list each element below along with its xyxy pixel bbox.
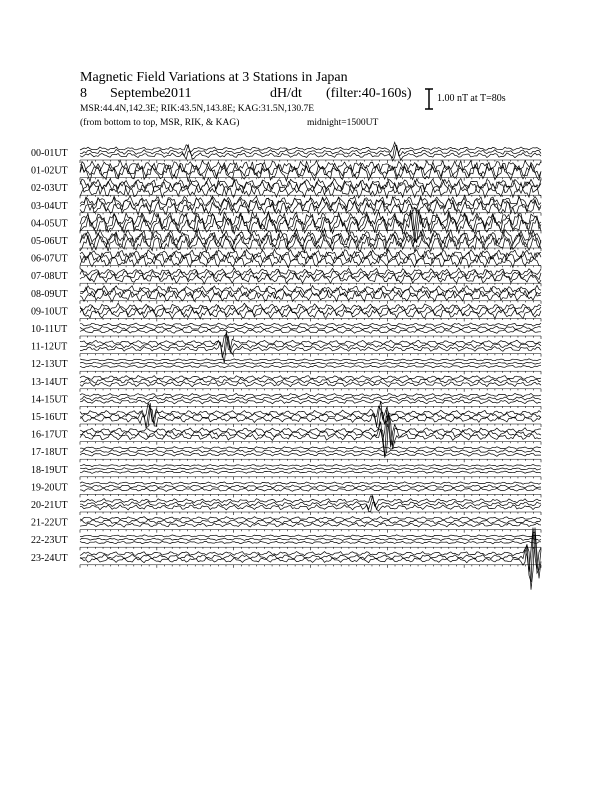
row-label-10-11UT: 10-11UT [31, 324, 68, 335]
row-label-09-10UT: 09-10UT [31, 306, 68, 318]
row-label-03-04UT: 03-04UT [31, 200, 68, 212]
row-label-00-01UT: 00-01UT [31, 148, 68, 159]
row-label-04-05UT: 04-05UT [31, 218, 68, 230]
row-label-23-24UT: 23-24UT [31, 552, 68, 564]
trace-KAG-12-13UT [80, 359, 541, 361]
trace-KAG-18-19UT [80, 465, 541, 467]
order-label: (from bottom to top, MSR, RIK, & KAG) [80, 118, 240, 128]
row-label-05-06UT: 05-06UT [31, 236, 68, 247]
trace-MSR-22-23UT [80, 541, 541, 544]
trace-KAG-00-01UT [80, 142, 541, 153]
row-label-08-09UT: 08-09UT [31, 288, 68, 300]
row-label-20-21UT: 20-21UT [31, 500, 68, 511]
trace-KAG-13-14UT [80, 376, 541, 380]
trace-MSR-09-10UT [80, 309, 541, 319]
trace-KAG-17-18UT [80, 447, 541, 450]
trace-RIK-20-21UT [80, 495, 541, 509]
trace-MSR-21-22UT [80, 523, 541, 527]
trace-RIK-17-18UT [80, 449, 541, 452]
row-label-02-03UT: 02-03UT [31, 183, 68, 195]
measure-label: dH/dt [270, 86, 302, 101]
date-month: Septembe [110, 86, 166, 101]
trace-KAG-10-11UT [80, 323, 541, 327]
trace-KAG-22-23UT [80, 535, 541, 537]
date-day: 8 [80, 86, 87, 101]
row-label-07-08UT: 07-08UT [31, 271, 68, 283]
row-label-22-23UT: 22-23UT [31, 535, 68, 547]
trace-RIK-19-20UT [80, 485, 541, 488]
trace-RIK-14-15UT [80, 396, 541, 400]
trace-KAG-20-21UT [80, 496, 541, 506]
row-label-12-13UT: 12-13UT [31, 359, 68, 371]
stations-label: MSR:44.4N,142.3E; RIK:43.5N,143.8E; KAG:31.5N,130.7E [80, 104, 315, 114]
scale-bar-label: 1.00 nT at T=80s [437, 93, 506, 104]
trace-MSR-17-18UT [80, 453, 541, 457]
row-label-01-02UT: 01-02UT [31, 165, 68, 177]
trace-RIK-18-19UT [80, 468, 541, 470]
trace-KAG-09-10UT [80, 303, 541, 311]
row-label-15-16UT: 15-16UT [31, 412, 68, 423]
row-label-06-07UT: 06-07UT [31, 253, 68, 265]
chart-title: Magnetic Field Variations at 3 Stations in Japan [80, 70, 348, 85]
trace-KAG-19-20UT [80, 482, 541, 485]
row-label-14-15UT: 14-15UT [31, 394, 68, 406]
trace-MSR-12-13UT [80, 365, 541, 368]
trace-RIK-10-11UT [80, 326, 541, 330]
row-label-21-22UT: 21-22UT [31, 517, 68, 529]
row-label-16-17UT: 16-17UT [31, 429, 68, 441]
trace-RIK-21-22UT [80, 519, 541, 523]
trace-MSR-14-15UT [80, 400, 541, 404]
trace-RIK-12-13UT [80, 362, 541, 365]
trace-MSR-19-20UT [80, 488, 541, 492]
trace-MSR-08-09UT [80, 290, 541, 302]
row-label-19-20UT: 19-20UT [31, 482, 68, 494]
row-label-18-19UT: 18-19UT [31, 464, 68, 476]
row-label-11-12UT: 11-12UT [31, 341, 68, 353]
trace-KAG-08-09UT [80, 285, 541, 293]
trace-RIK-22-23UT [80, 538, 541, 541]
trace-MSR-18-19UT [80, 471, 541, 474]
row-label-13-14UT: 13-14UT [31, 376, 68, 388]
trace-RIK-06-07UT [80, 251, 541, 264]
trace-MSR-10-11UT [80, 329, 541, 333]
row-label-17-18UT: 17-18UT [31, 447, 68, 459]
filter-label: (filter:40-160s) [326, 86, 412, 101]
trace-MSR-23-24UT [80, 528, 541, 590]
date-year: 2011 [164, 86, 192, 101]
trace-KAG-14-15UT [80, 393, 541, 396]
trace-KAG-21-22UT [80, 517, 541, 520]
midnight-label: midnight=1500UT [307, 118, 379, 128]
